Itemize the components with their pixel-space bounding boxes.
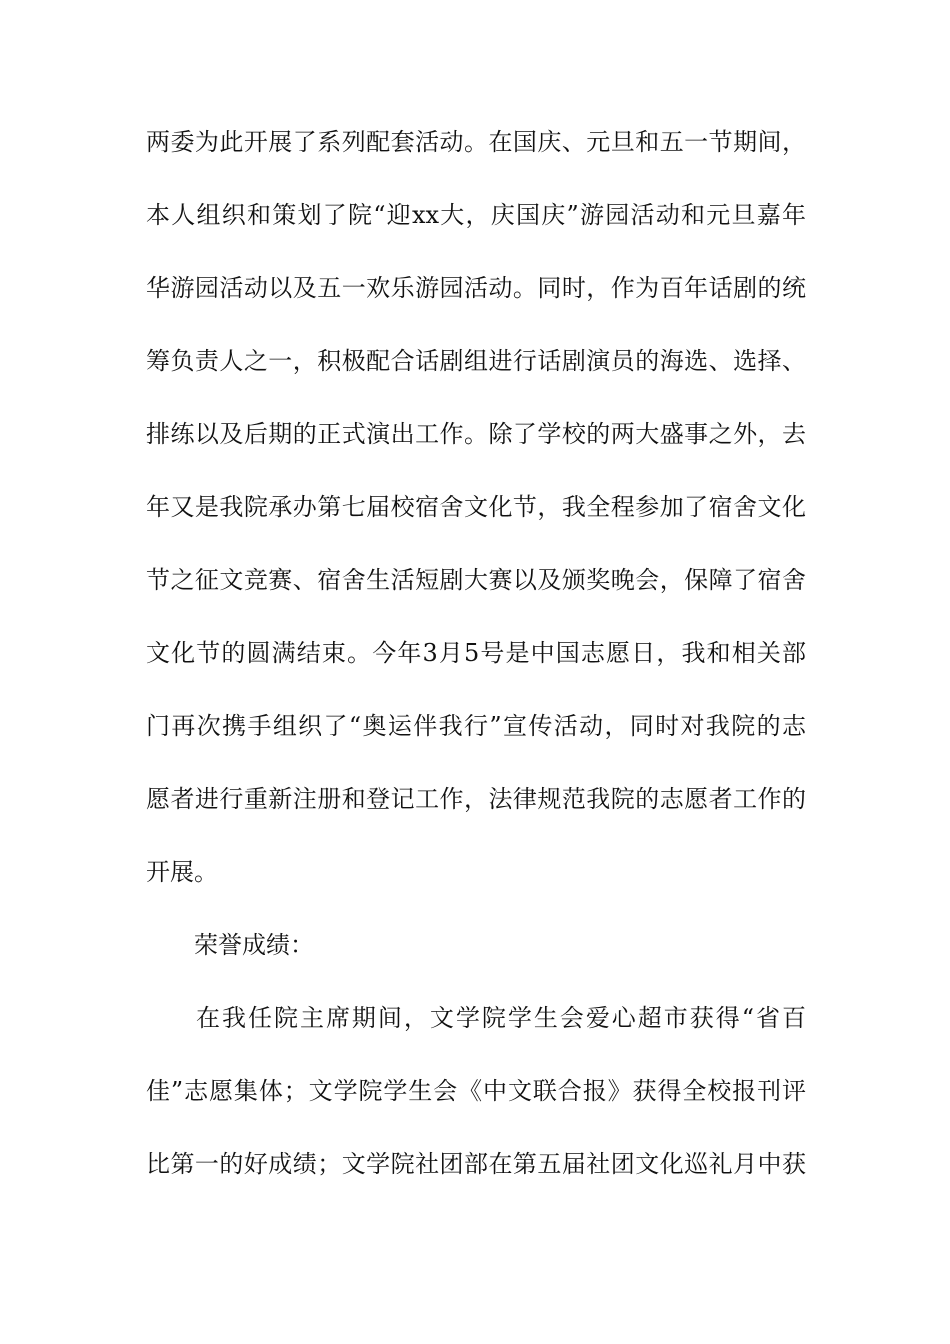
paragraph-line: 节之征文竞赛、宿舍生活短剧大赛以及颁奖晚会，保障了宿舍 (146, 567, 806, 594)
paragraph-line: 开展。 (146, 859, 218, 886)
paragraph-line: 在我任院主席期间，文学院学生会爱心超市获得“省百 (196, 1005, 806, 1032)
paragraph-line: 比第一的好成绩；文学院社团部在第五届社团文化巡礼月中获 (146, 1151, 806, 1178)
paragraph-line: 门再次携手组织了“奥运伴我行”宣传活动，同时对我院的志 (146, 713, 806, 740)
paragraph-line: 佳”志愿集体；文学院学生会《中文联合报》获得全校报刊评 (146, 1078, 806, 1105)
paragraph-line: 两委为此开展了系列配套活动。在国庆、元旦和五一节期间， (146, 129, 806, 156)
paragraph-line: 本人组织和策划了院“迎xx大，庆国庆”游园活动和元旦嘉年 (146, 202, 806, 229)
paragraph-line: 华游园活动以及五一欢乐游园活动。同时，作为百年话剧的统 (146, 275, 806, 302)
paragraph-line: 愿者进行重新注册和登记工作，法律规范我院的志愿者工作的 (146, 786, 806, 813)
paragraph-line: 排练以及后期的正式演出工作。除了学校的两大盛事之外，去 (146, 421, 806, 448)
paragraph-line: 筹负责人之一，积极配合话剧组进行话剧演员的海选、选择、 (146, 348, 806, 375)
paragraph-line: 年又是我院承办第七届校宿舍文化节，我全程参加了宿舍文化 (146, 494, 806, 521)
section-heading: 荣誉成绩： (194, 932, 314, 959)
paragraph-line: 文化节的圆满结束。今年3月5号是中国志愿日，我和相关部 (146, 640, 806, 667)
document-body (146, 129, 806, 1224)
